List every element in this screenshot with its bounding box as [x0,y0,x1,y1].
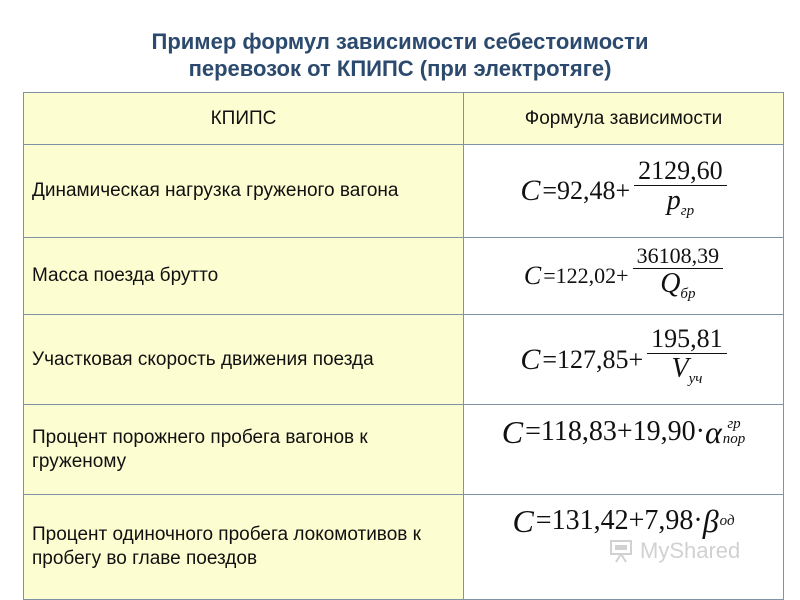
row-name: Масса поезда брутто [24,238,464,315]
table-row [24,315,784,405]
row-name: Динамическая нагрузка груженого вагона [24,145,464,238]
watermark-text: MyShared [640,538,741,563]
row-formula [464,405,784,495]
formula-expression: C =127,85+ $\frac{195,81}{V_{уч}}$ [520,325,726,394]
presentation-board-icon [608,539,634,563]
page-title [0,28,800,82]
fraction: $\frac{2129,60}{p_{гр}}$ [634,157,727,226]
row-name: Процент одиночного пробега локомотивов к пробегу во главе поездов [24,495,464,600]
fraction: $\frac{195,81}{V_{уч}}$ [647,325,727,394]
formula-table [23,92,784,600]
table-row [24,145,784,238]
formula-expression: C =131,42+7,98· β од [512,503,735,539]
row-name: Процент порожнего пробега вагонов к груженому [24,405,464,495]
formula-expression: C =118,83+19,90· α гр пор [501,414,746,450]
row-name: Участковая скорость движения поезда [24,315,464,405]
table-row [24,405,784,495]
formula-expression: C =122,02+ $\frac{36108,39}{Q_{бр}}$ [524,244,723,309]
header-formula: Формула зависимости [464,93,784,145]
table-row [24,238,784,315]
header-kpips: КПИПС [24,93,464,145]
table-header-row [24,93,784,145]
row-formula [464,145,784,238]
row-formula [464,315,784,405]
title-line-1: Пример формул зависимости себестоимости [151,29,649,54]
title-line-2: перевозок от КПИПС (при электротяге) [188,56,612,81]
row-formula [464,238,784,315]
fraction: $\frac{36108,39}{Q_{бр}}$ [633,244,724,309]
formula-expression: C =92,48+ $\frac{2129,60}{p_{гр}}$ [520,157,726,226]
watermark [608,538,740,564]
